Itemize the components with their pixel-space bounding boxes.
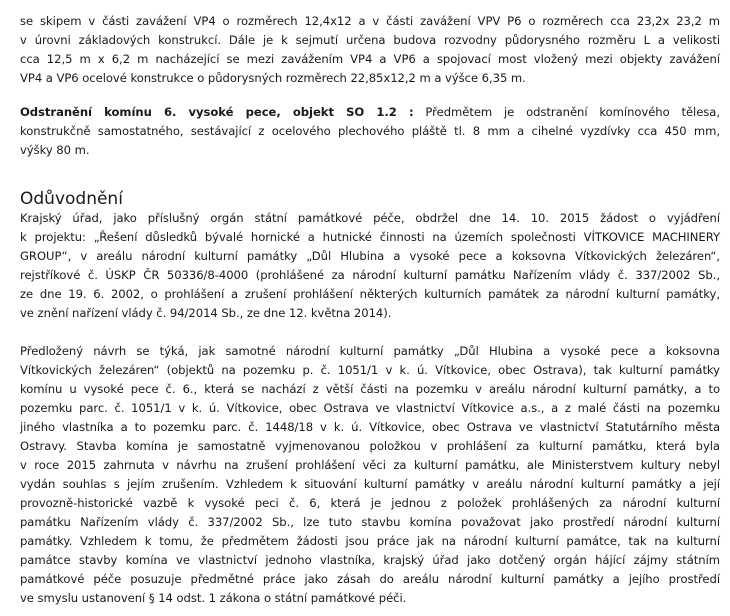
text-line: vydán souhlas s jejím zrušením. Vzhledem k situování kulturní památky v areálu národní kulturní památky a její [20, 477, 720, 491]
text-line: rejstříkové č. ÚSKP ČR 50336/8-4000 (prohlášené za národní kulturní památku Nařízením vlády č. 337/2002 Sb., [20, 268, 720, 282]
text-line: VP4 a VP6 ocelové konstrukce o půdorysných rozměrech 22,85x12,2 m a výšce 6,35 m. [20, 71, 526, 85]
paragraph-justification-2 [20, 342, 720, 608]
text-line: památce stavby komína ve vlastnictví jednoho vlastníka, krajský úřad jako dotčený orgán hájící zájmy státním [20, 553, 720, 567]
text-line: k projektu: „Řešení důsledků bývalé hornické a hutnické činnosti na územích společnosti VÍTKOVICE MACHINERY [20, 230, 720, 244]
text-line: Předložený návrh se týká, jak samotné národní kulturní památky „Důl Hlubina a vysoké pece a koksovna [20, 344, 720, 358]
text-line: památkové péče posuzuje předmětné práce jako zásah do areálu národní kulturní památky a jejího prostředí [20, 572, 720, 586]
text-line: pozemku parc. č. 1051/1 v k. ú. Vítkovice, obec Ostrava ve vlastnictví Vítkovice a.s., a z malé části na pozemku [20, 401, 720, 415]
paragraph-description [20, 12, 720, 88]
heading-oduvodneni: Odůvodnění [20, 189, 123, 209]
text-line: ve znění nařízení vlády č. 94/2014 Sb., ze dne 12. května 2014). [20, 306, 392, 320]
text-line: ve smyslu ustanovení § 14 odst. 1 zákona o státní památkové péči. [20, 591, 407, 605]
text-line [20, 103, 720, 122]
text-line: Krajský úřad, jako příslušný orgán státní památkové péče, obdržel dne 14. 10. 2015 žádost o vyjádření [20, 211, 720, 225]
text-line: v roce 2015 zahrnuta v návrhu na zrušení prohlášení věci za kulturní památku, ale Ministerstvem kultury nebyl [20, 458, 720, 472]
document-page [20, 12, 720, 608]
text-line: jiného vlastníka a to pozemku parc. č. 1448/18 v k. ú. Vítkovice, obec Ostrava ve vlastnictví Statutárního města [20, 420, 720, 434]
text-line: památky. Vzhledem k tomu, že předmětem žádosti jsou práce jak na národní kulturní památce, tak na kulturní [20, 534, 720, 548]
text-line: výšky 80 m. [20, 143, 90, 157]
paragraph-chimney-removal [20, 103, 720, 160]
text-line: Ostravy. Stavba komína je samostatně vyjmenovanou položkou v prohlášení za kulturní památku, která byla [20, 439, 720, 453]
section-title-bold: Odstranění komínu 6. vysoké pece, objekt SO 1.2 : [20, 105, 414, 119]
text-line: provozně-historické vazbě k vysoké peci č. 6, která je jednou z položek prohlášených za národní kulturní [20, 496, 720, 510]
text-line: se skipem v části zavážení VP4 o rozměrech 12,4x12 a v části zavážení VPV P6 o rozměrech cca 23,2x 23,2 m [20, 14, 720, 28]
text-line: cca 12,5 m x 6,2 m nacházející se mezi zavážením VP4 a VP6 a spojovací most vložený mezi objekty zavážení [20, 52, 720, 66]
paragraph-justification-1 [20, 209, 720, 323]
text-line: komínu u vysoké pece č. 6., která se nachází z větší části na pozemku v areálu národní kulturní památky, a to [20, 382, 720, 396]
text-line: GROUP“, v areálu národní kulturní památky „Důl Hlubina a vysoké pece a koksovna Vítkovických železáren“, [20, 249, 720, 263]
text-span: Předmětem je odstranění komínového tělesa, [413, 105, 720, 119]
text-line: památku Nařízením vlády č. 337/2002 Sb., lze tuto stavbu komína považovat jako prostředí národní kulturní [20, 515, 720, 529]
text-line: ze dne 19. 6. 2002, o prohlášení a zrušení prohlášení některých kulturních památek za národní kulturní památky, [20, 287, 720, 301]
text-line: konstrukčně samostatného, sestávající z ocelového plechového pláště tl. 8 mm a cihelné vyzdívky cca 450 mm, [20, 124, 720, 138]
text-line: v úrovni základových konstrukcí. Dále je k sejmutí určena budova rozvodny půdorysného rozměru L a velikosti [20, 33, 720, 47]
text-line: Vítkovických železáren“ (objektů na pozemku p. č. 1051/1 v k. ú. Vítkovice, obec Ostrava), tak kulturní památky [20, 363, 720, 377]
